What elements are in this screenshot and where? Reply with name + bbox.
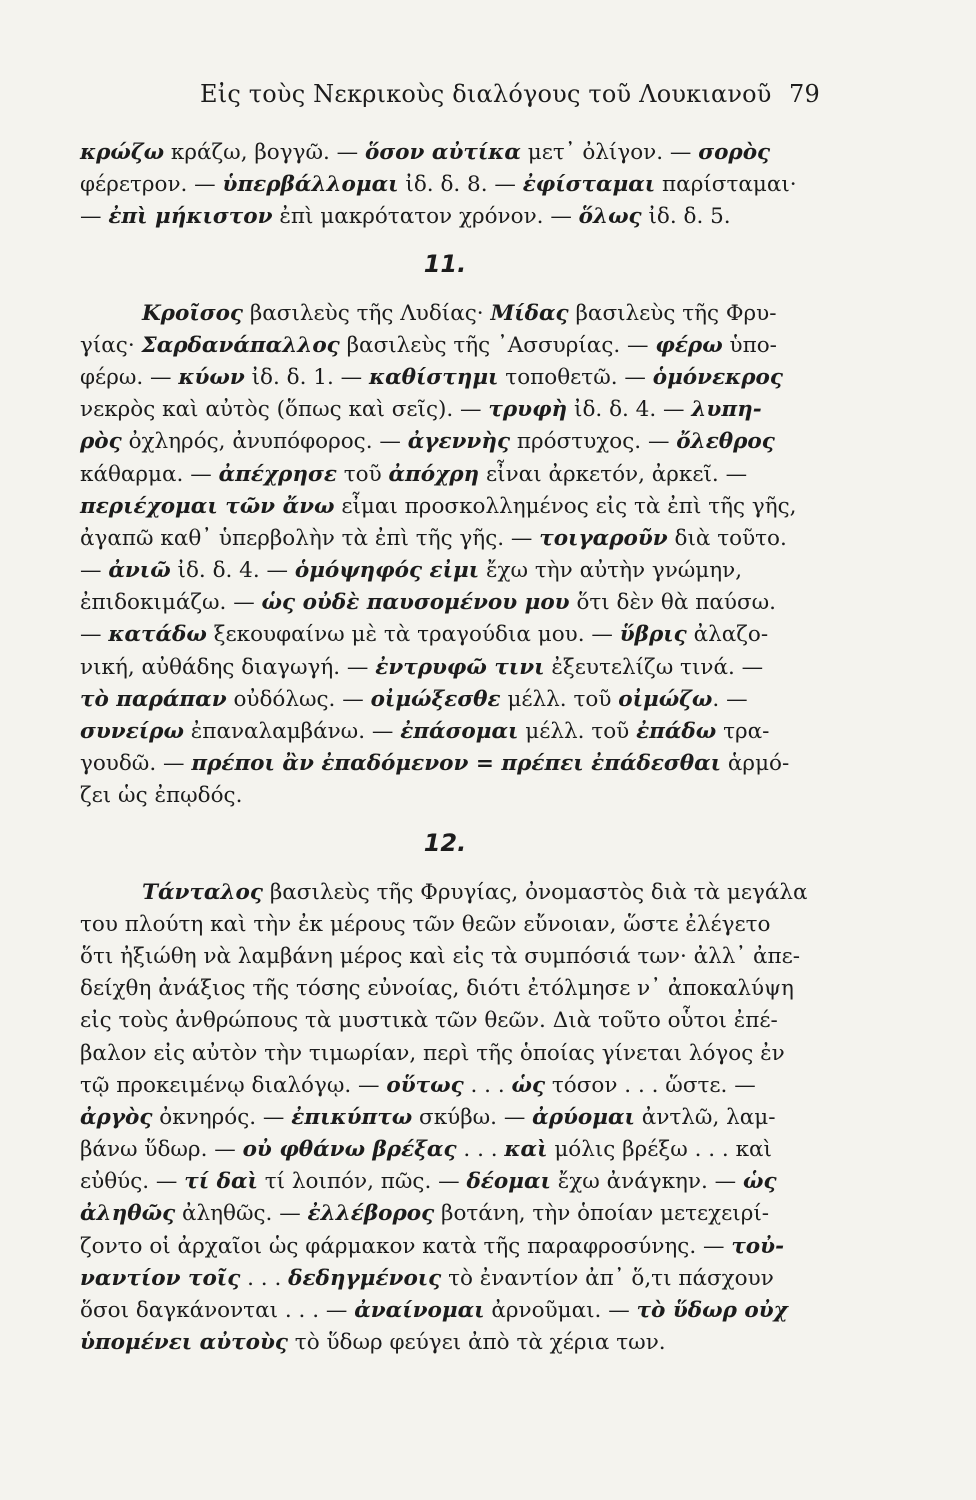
text-line [80,941,810,973]
lemma: καθίστημι [368,364,499,390]
text-line [80,137,810,169]
text-line [80,330,810,362]
running-head [200,80,820,116]
text-line [80,1005,810,1037]
running-head-title: Εἰς τοὺς Νεκρικοὺς διαλόγους τοῦ Λουκιανοῦ [200,80,772,108]
gloss: ἀρνοῦμαι. — [484,1298,637,1323]
lemma: οἰμώξεσθε [370,686,501,712]
gloss: τοῦ [336,461,389,487]
gloss: βαλον εἰς αὐτὸν τὴν τιμωρίαν, περὶ τῆς ὁποίας γίνεται λόγος ἐν [80,1040,785,1066]
lemma: ὑπομένει αὐτοὺς [80,1330,288,1356]
gloss: ἐπαναλαμβάνω. — [183,719,401,744]
text-line [80,201,810,233]
gloss: βασιλεὺς τῆς ᾽Ασσυρίας. — [339,332,656,358]
lemma: ἐντρυφῶ τινι [375,654,545,680]
text-line [80,1231,810,1263]
lemma: ρὸς [80,429,122,455]
lemma: τὸ παράπαν [80,686,227,712]
section-heading-12: 12. [423,828,467,857]
gloss: ἰδ. δ. 1. — [244,364,369,390]
gloss: φέρετρον. — [80,172,223,198]
gloss: ἔχω ἀνάγκην. — [550,1169,744,1195]
text-line [80,684,810,716]
gloss: ἰδ. δ. 8. — [398,172,523,198]
gloss: κράζω, βογγῶ. — [164,140,365,165]
lemma: σορὸς [698,140,771,165]
gloss: . . . [456,1137,505,1163]
text-line [80,877,810,909]
gloss: ἁρμό- [721,751,790,777]
lemma: ὄλεθρος [676,429,775,455]
gloss: σκύβω. — [412,1104,533,1130]
gloss: του πλούτη καὶ τὴν ἐκ μέρους τῶν θεῶν εὔνοιαν, ὥστε ἐλέγετο [80,911,771,937]
lemma: ἀληθῶς [80,1201,176,1227]
lemma: ἐπὶ μήκιστον [108,204,273,230]
lemma: ἐπάδω [636,719,717,744]
lemma: τί δαὶ [184,1169,258,1195]
text-line [80,298,810,330]
gloss: ὅτι δὲν θὰ παύσω. [569,590,776,616]
lemma: τοὐ- [731,1233,784,1259]
lemma: κατάδω [108,622,207,648]
gloss: εἶμαι προσκολλημένος εἰς τὰ ἐπὶ τῆς γῆς, [334,493,797,519]
gloss: ἰδ. δ. 4. — [170,558,295,584]
gloss: βασιλεὺς τῆς Λυδίας· [243,300,491,326]
gloss: ὅσοι δαγκάνονται . . . — [80,1298,355,1323]
gloss: βάνω ὕδωρ. — [80,1137,243,1163]
gloss: εὐθύς. — [80,1169,185,1195]
gloss: — [80,622,109,648]
text-line [80,1134,810,1166]
gloss: τὸ ἐναντίον ἀπ᾽ ὅ,τι πάσχουν [441,1265,774,1291]
text-line [80,619,810,651]
lemma: ὕβρις [619,622,687,648]
commentary-text [80,137,810,1359]
text-line [80,491,810,523]
gloss: βασιλεὺς τῆς Φρυγίας, ὀνομαστὸς διὰ τὰ μεγάλα [262,879,808,905]
gloss: κάθαρμα. — [80,461,219,487]
gloss: τρα- [716,719,770,744]
gloss: μετ᾽ ὀλίγον. — [520,140,699,165]
lemma: ἐπάσομαι [400,719,519,744]
gloss: βασιλεὺς τῆς Φρυ- [568,300,777,326]
gloss: γουδῶ. — [80,751,192,777]
lemma: ἀργὸς [80,1104,153,1130]
gloss: παρίσταμαι· [655,172,797,198]
gloss: μόλις βρέξω . . . καὶ [547,1137,772,1163]
text-line [80,780,810,812]
gloss: ἀντλῶ, λαμ- [634,1104,776,1130]
text-line [80,1198,810,1230]
text-line [80,748,810,780]
gloss: ἀληθῶς. — [175,1201,308,1227]
gloss: πρόστυχος. — [510,429,677,455]
gloss: ὀκνηρός. — [152,1104,292,1130]
text-line [80,716,810,748]
lemma: συνείρω [80,719,184,744]
gloss: δείχθη ἀνάξιος τῆς τόσης εὐνοίας, διότι ἐτόλμησε ν᾽ ἀποκαλύψη [80,976,794,1002]
lemma: οὕτως [386,1072,464,1098]
lemma: ὡς [511,1072,546,1098]
text-line [80,555,810,587]
gloss: μέλλ. τοῦ [518,719,637,744]
gloss: διὰ τοῦτο. [667,525,787,551]
lemma: δεδηγμένοις [288,1265,442,1291]
text-line [80,362,810,394]
lemma: ὡς [743,1169,777,1195]
lemma: Τάνταλος [142,879,263,905]
gloss: ὅτι ἠξιώθη νὰ λαμβάνη μέρος καὶ εἰς τὰ συμπόσιά των· ἀλλ᾽ ἀπε- [80,943,801,969]
lemma: τρυφὴ [488,397,568,423]
gloss: ἰδ. δ. 4. — [567,397,692,423]
text-line [80,426,810,458]
gloss: . . . [463,1072,512,1098]
gloss: φέρω. — [80,364,179,390]
lemma: Σαρδανάπαλλος [141,332,340,358]
gloss: . — [712,686,748,712]
lemma: τὸ ὕδωρ οὐχ [636,1298,788,1323]
section-heading-11: 11. [423,249,467,278]
lemma: ἐλλέβορος [307,1201,435,1227]
text-line [80,1327,810,1359]
gloss: τοποθετῶ. — [498,364,653,390]
gloss: . . . [240,1265,289,1291]
lemma: Μίδας [490,300,569,326]
text-line [80,1102,810,1134]
gloss: ἔχω τὴν αὐτὴν γνώμην, [479,558,743,584]
text-line [80,1038,810,1070]
lemma: ὅσον αὐτίκα [364,140,521,165]
gloss: τί λοιπόν, πῶς. — [257,1169,467,1195]
lemma: δέομαι [466,1169,551,1195]
page-number: 79 [789,80,820,108]
text-line [80,1070,810,1102]
gloss: ἰδ. δ. 5. [641,204,731,230]
text-line [80,909,810,941]
lemma: ὁμόνεκρος [652,364,783,390]
gloss: τὸ ὕδωρ φεύγει ἀπὸ τὰ χέρια των. [287,1330,666,1356]
lemma: ἐπικύπτω [291,1104,413,1130]
lemma: ὁμόψηφός εἰμι [294,558,480,584]
lemma: οὐ φθάνω βρέξας [242,1137,457,1163]
text-line [80,1295,810,1327]
lemma: φέρω [655,332,723,358]
lemma: Κροῖσος [142,300,244,326]
gloss: ἐπιδοκιμάζω. — [80,590,262,616]
gloss: οὐδόλως. — [226,686,371,712]
section-11-body [80,298,810,813]
text-line [80,587,810,619]
lemma: περιέχομαι τῶν ἄνω [80,493,335,519]
gloss: ζοντο οἱ ἀρχαῖοι ὡς φάρμακον κατὰ τῆς παραφροσύνης. — [80,1233,732,1259]
lemma: οἰμώζω [618,686,713,712]
text-line [80,394,810,426]
gloss: ἐξευτελίζω τινά. — [544,654,764,680]
text-line [80,169,810,201]
gloss: ἐπὶ μακρότατον χρόνον. — [272,204,579,230]
lemma: τοιγαροῦν [539,525,668,551]
gloss: ἀλαζο- [686,622,769,648]
gloss: τόσον . . . ὥστε. — [545,1072,756,1098]
lemma: ἀνιῶ [108,558,171,584]
text-line [80,459,810,491]
gloss: — [80,204,109,230]
text-line [80,652,810,684]
gloss: νεκρὸς καὶ αὐτὸς (ὅπως καὶ σεῖς). — [80,397,489,423]
lemma: κύων [178,364,245,390]
lemma: καὶ [504,1137,548,1163]
gloss: εἶναι ἀρκετόν, ἀρκεῖ. — [479,461,748,487]
text-line [80,1166,810,1198]
lemma: ὅλως [578,204,642,230]
lemma: κρώζω [80,140,165,165]
lemma: ἀγεννὴς [407,429,511,455]
gloss: ὀχληρός, ἀνυπόφορος. — [121,429,408,455]
gloss: εἰς τοὺς ἀνθρώπους τὰ μυστικὰ τῶν θεῶν. Διὰ τοῦτο οὗτοι ἐπέ- [80,1008,778,1034]
lemma: ἀρύομαι [532,1104,635,1130]
gloss: νική, αὐθάδης διαγωγή. — [80,654,376,680]
gloss: γίας· [80,332,142,358]
text-line [80,1263,810,1295]
lemma: ναντίον τοῖς [80,1265,241,1291]
lemma: ὡς οὐδὲ παυσομένου μου [261,590,570,616]
gloss: μέλλ. τοῦ [500,686,619,712]
section-12-body [80,877,810,1360]
lemma: ἀναίνομαι [354,1298,485,1323]
lemma: ἀπέχρησε [218,461,337,487]
section-11-lead [80,137,810,234]
text-line [80,523,810,555]
gloss: ζει ὡς ἐπῳδός. [80,783,243,809]
lemma: ἀπόχρη [388,461,480,487]
lemma: λυπη- [691,397,762,423]
gloss: ἀγαπῶ καθ᾽ ὑπερβολὴν τὰ ἐπὶ τῆς γῆς. — [80,525,540,551]
gloss: ξεκουφαίνω μὲ τὰ τραγούδια μου. — [206,622,620,648]
gloss: τῷ προκειμένῳ διαλόγῳ. — [80,1072,387,1098]
gloss: ὑπο- [722,332,777,358]
gloss: βοτάνη, τὴν ὁποίαν μετεχειρί- [434,1201,770,1227]
text-line [80,973,810,1005]
lemma: ὑπερβάλλομαι [222,172,399,198]
lemma: ἐφίσταμαι [522,172,656,198]
gloss: — [80,558,109,584]
lemma: πρέποι ἂν ἐπαδόμενον = πρέπει ἐπάδεσθαι [191,751,722,777]
